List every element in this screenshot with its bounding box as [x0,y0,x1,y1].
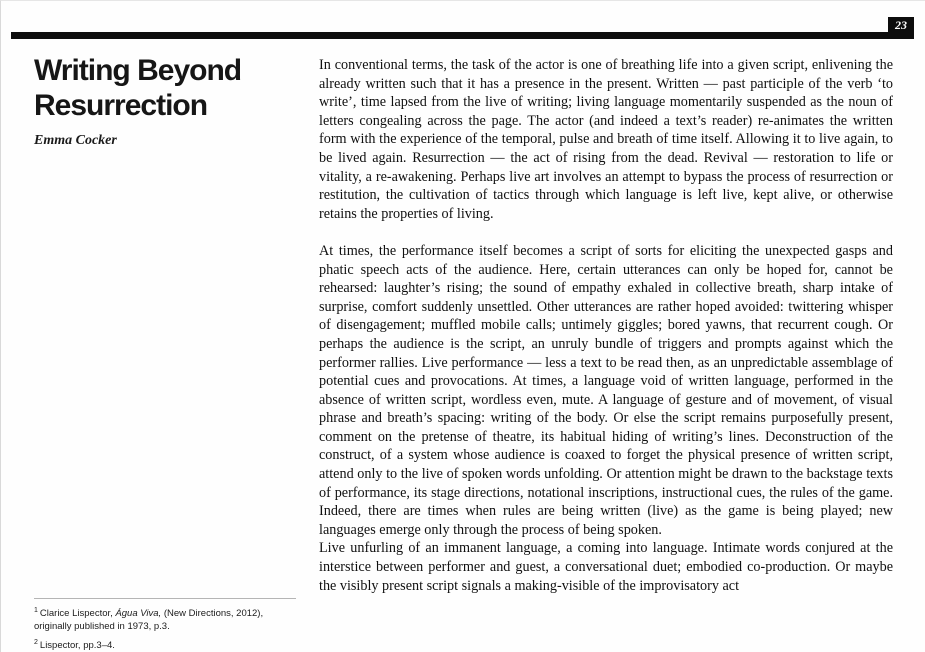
page-number: 23 [895,18,907,32]
article-title [34,53,296,123]
body-paragraph: Live unfurling of an immanent language, a coming into language. Intimate words conjured at the interstice between performer and guest, a conversational duet; embodied co-production. Or maybe the visibly present script signals a making-visible of the improvisatory act [319,540,893,594]
top-rule [11,32,914,39]
footnote [34,605,296,633]
footnote-text: Lispector, pp.3–4. [39,640,115,652]
article-title-line2: Resurrection [34,89,208,122]
footnote-text: (New Directions, 2012), originally published in 1973, p.3. [34,608,264,632]
body-paragraph: At times, the performance itself becomes a script of sorts for eliciting the unexpected gasps and phatic speech acts of the audience. Here, certain utterances can only be hoped for, cannot be rehearsed: laughter’s rising; the sound of empathy exhaled in collective breath, sharp intake of surprise, comfort suddenly unsettled. Other utterances are rather hoped avoided: twittering whisper of disengagement; muffled mobile calls; untimely giggles; bored yawns, that recurrent cough. Or perhaps the audience is the script, an unruly bundle of triggers and prompts against which the performer rallies. Live performance — less a text to be read then, as an unpredictable assemblage of potential cues and provocations. At times, a language void of written language, performed in the absence of written script, wordless even, mute. A language of gesture and of movement, of visual phrase and breath’s spacing: writing of the body. Or else the script remains purposefully present, comment on the pretense of theatre, its habitual hiding of writing’s lines. Deconstruction of the construct, of a system whose audience is coaxed to forget the physical presence of written script, attend only to the live of spoken words unfolding. Or attention might be drawn to the backstage texts of performance, its stage directions, notational inscriptions, instructional cues, the rules of the game. Indeed, there are times when rules are being written (live) as the game is being played; new languages emerge only through the process of being spoken. [319,242,893,538]
footnote-marker: 2 [34,639,38,647]
footnote-work-title: Água Viva, [115,608,162,620]
footnote-rule [34,598,296,599]
footnote-text: Clarice Lispector, [39,608,116,620]
body-text-column [319,56,893,595]
footnotes [34,598,296,652]
article-title-line1: Writing Beyond [34,54,242,87]
author-name: Emma Cocker [34,133,117,148]
left-column [34,53,296,149]
footnote-marker: 1 [34,607,38,614]
body-paragraph: In conventional terms, the task of the actor is one of breathing life into a given script, enlivening the already written such that it has a presence in the present. Written — past participle of the verb ‘to write’, time lapsed from the live of writing; living language momentarily suspended as the noun of letters congealing across the page. The actor (and indeed a text’s reader) re-animates the written form with the experience of the temporal, pulse and breath of time itself. Allowing it to live again, to be lived again. Resurrection — the act of rising from the dead. Revival — restoration to life or vitality, a re-awakening. Perhaps live art involves an attempt to bypass the process of resurrection or restitution, the cultivation of tactics through which language is left live, kept alive, or otherwise retains the properties of living. [319,57,893,222]
page-number-badge [888,17,914,33]
footnote [34,637,296,652]
